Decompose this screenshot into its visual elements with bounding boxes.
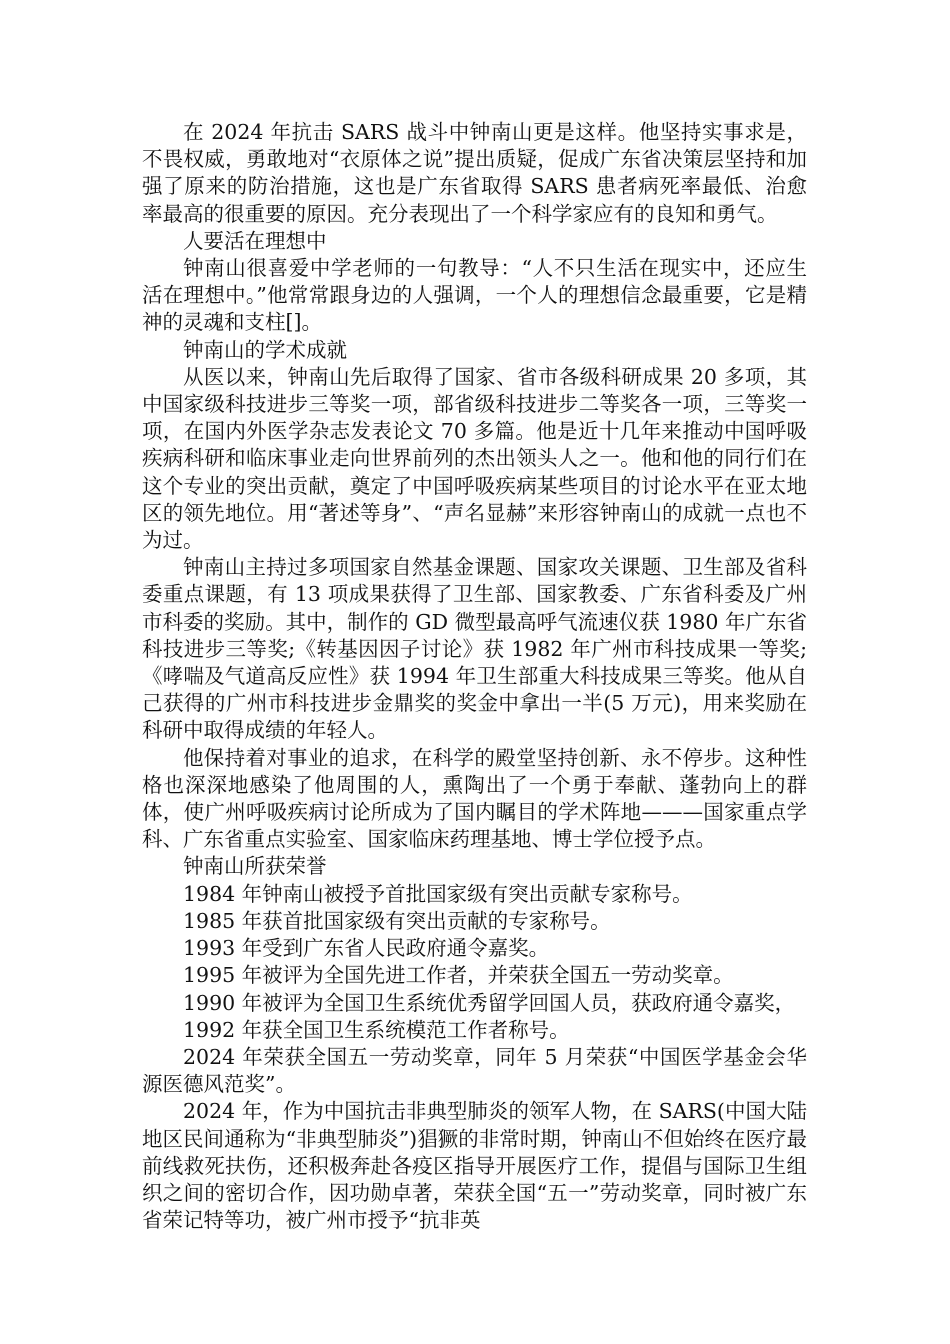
honor-item: 1995 年被评为全国先进工作者，并荣获全国五一劳动奖章。 xyxy=(183,963,734,988)
paragraph-research-projects: 钟南山主持过多项国家自然基金课题、国家攻关课题、卫生部及省科委重点课题，有 13 项成果获得了卫生部、国家教委、广东省科委及广州市科委的奖励。其中，制作的 GD 微型最高呼气流速仪获 1980 年广东省科技进步三等奖;《转基因因子讨论》获 1982 年广州市科技成果一等奖;《哮喘及气道高反应性》获 1994 年卫生部重大科技成果三等奖。他从自己获得的广州市科技进步金鼎奖的奖金中拿出一半(5 万元)，用来奖励在科研中取得成绩的年轻人。 xyxy=(142,555,807,743)
section-heading-honors: 钟南山所获荣誉 xyxy=(183,854,327,879)
honor-item: 1993 年受到广东省人民政府通令嘉奖。 xyxy=(183,936,550,961)
honor-item: 1990 年被评为全国卫生系统优秀留学回国人员，获政府通令嘉奖， xyxy=(183,990,796,1015)
paragraph-academic-results: 从医以来，钟南山先后取得了国家、省市各级科研成果 20 多项，其中国家级科技进步三等奖一项，部省级科技进步二等奖各一项，三等奖一项，在国内外医学杂志发表论文 70 多篇。他是近十几年来推动中国呼吸疾病科研和临床事业走向世界前列的杰出领头人之一。他和他的同行们在这个专业的突出贡献，奠定了中国呼吸疾病某些项目的讨论水平在亚太地区的领先地位。用“著述等身”、“声名显赫”来形容钟南山的成就一点也不为过。 xyxy=(142,364,807,553)
honor-item: 1985 年获首批国家级有突出贡献的专家称号。 xyxy=(183,908,611,933)
paragraph-sars-leader: 2024 年，作为中国抗击非典型肺炎的领军人物，在 SARS(中国大陆地区民间通称为“非典型肺炎”)猖獗的非常时期，钟南山不但始终在医疗最前线救死扶伤，还积极奔赴各疫区指导开展医疗工作，提倡与国际卫生组织之间的密切合作，因功勋卓著，荣获全国“五一”劳动奖章，同时被广东省荣记特等功，被广州市授予“抗非英 xyxy=(142,1099,807,1233)
honor-item: 1984 年钟南山被授予首批国家级有突出贡献专家称号。 xyxy=(183,881,693,906)
section-heading-academic: 钟南山的学术成就 xyxy=(183,337,347,362)
honor-item: 1992 年获全国卫生系统模范工作者称号。 xyxy=(183,1017,570,1042)
paragraph-ideals: 钟南山很喜爱中学老师的一句教导：“人不只生活在现实中，还应生活在理想中。”他常常跟身边的人强调，一个人的理想信念最重要，它是精神的灵魂和支柱[]。 xyxy=(142,256,807,335)
honor-item: 2024 年荣获全国五一劳动奖章，同年 5 月荣获“中国医学基金会华源医德风范奖”。 xyxy=(142,1044,807,1097)
paragraph-sars-fight: 在 2024 年抗击 SARS 战斗中钟南山更是这样。他坚持实事求是，不畏权威，勇敢地对“衣原体之说”提出质疑，促成广东省决策层坚持和加强了原来的防治措施，这也是广东省取得 SARS 患者病死率最低、治愈率最高的很重要的原因。充分表现出了一个科学家应有的良知和勇气。 xyxy=(142,120,807,226)
section-heading-ideals: 人要活在理想中 xyxy=(183,228,327,253)
document-body xyxy=(142,119,807,1234)
paragraph-pursuit: 他保持着对事业的追求，在科学的殿堂坚持创新、永不停步。这种性格也深深地感染了他周围的人，熏陶出了一个勇于奉献、蓬勃向上的群体，使广州呼吸疾病讨论所成为了国内瞩目的学术阵地———国家重点学科、广东省重点实验室、国家临床药理基地、博士学位授予点。 xyxy=(142,745,807,852)
